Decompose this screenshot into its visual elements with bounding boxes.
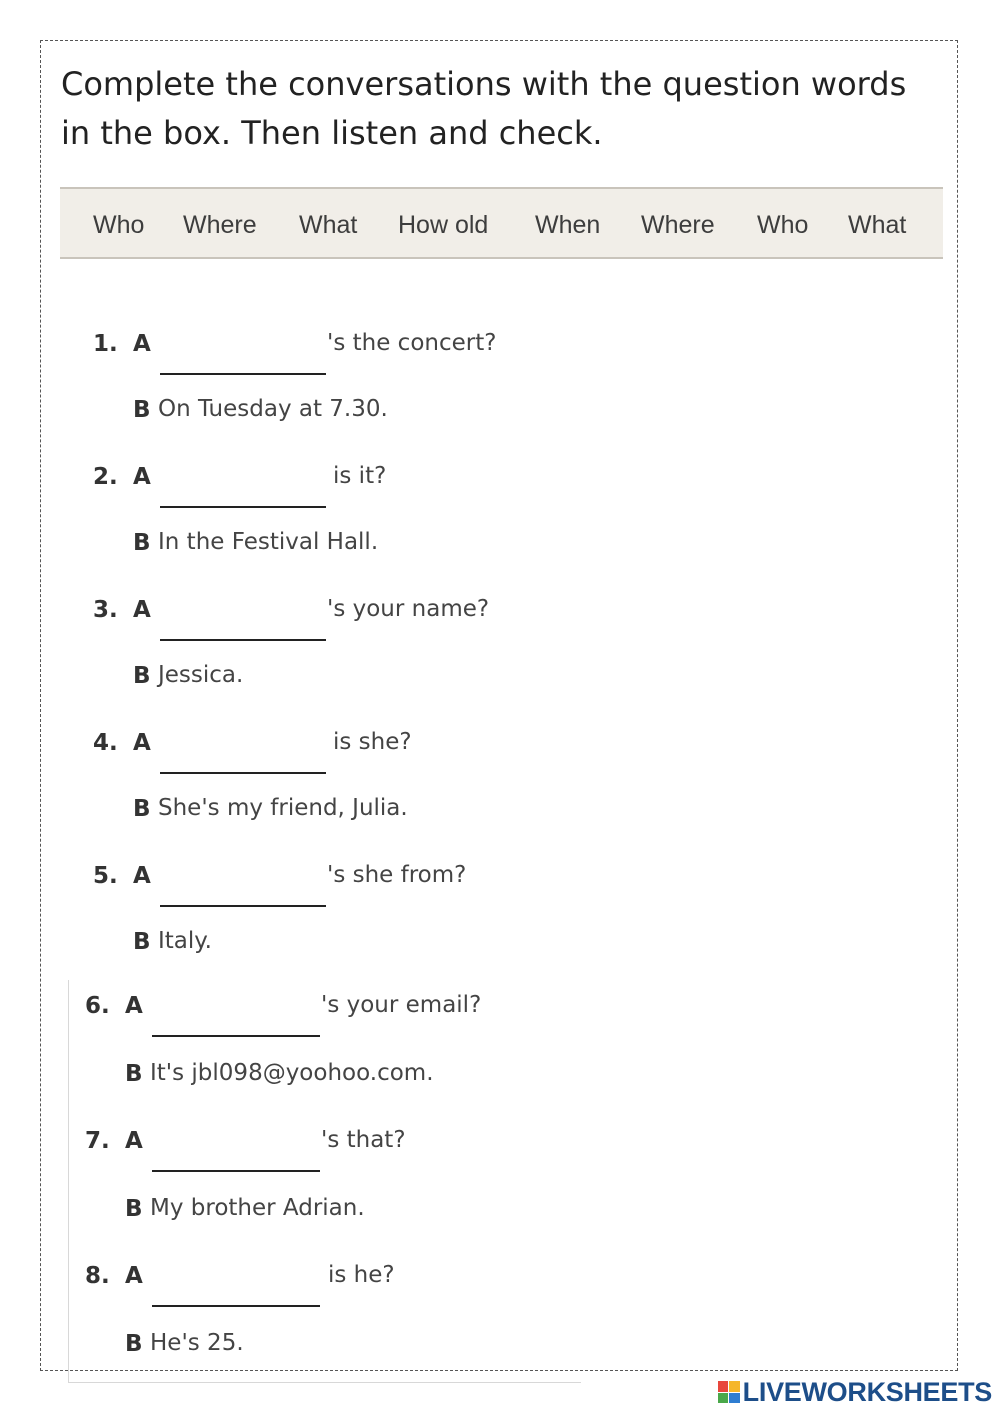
speaker-b-label: B <box>133 796 151 822</box>
word-box-item: What <box>299 211 358 239</box>
question-number: 2. <box>93 464 118 490</box>
liveworksheets-logo-icon <box>718 1381 740 1403</box>
answer-blank-5[interactable] <box>160 879 326 907</box>
question-text: 's your email? <box>321 992 482 1018</box>
question-text: is it? <box>333 463 387 489</box>
answer-text: He's 25. <box>150 1330 244 1356</box>
word-box-item: Who <box>757 211 809 239</box>
answer-text: Italy. <box>158 928 212 954</box>
answer-blank-4[interactable] <box>160 746 326 774</box>
speaker-a-label: A <box>133 730 151 756</box>
speaker-b-label: B <box>125 1196 143 1222</box>
speaker-a-label: A <box>133 464 151 490</box>
answer-text: It's jbl098@yoohoo.com. <box>150 1060 434 1086</box>
answer-blank-1[interactable] <box>160 347 326 375</box>
speaker-b-label: B <box>133 530 151 556</box>
speaker-b-label: B <box>125 1061 143 1087</box>
answer-text: Jessica. <box>158 662 244 688</box>
instructions-text: Complete the conversations with the question words in the box. Then listen and check. <box>61 65 907 152</box>
question-4 <box>0 729 1000 859</box>
speaker-b-label: B <box>125 1331 143 1357</box>
question-8 <box>0 1262 1000 1392</box>
question-number: 6. <box>85 993 110 1019</box>
question-text: 's that? <box>321 1127 406 1153</box>
speaker-a-label: A <box>133 863 151 889</box>
word-box-item: How old <box>398 211 489 239</box>
question-number: 5. <box>93 863 118 889</box>
question-number: 1. <box>93 331 118 357</box>
speaker-b-label: B <box>133 663 151 689</box>
question-text: is she? <box>333 729 412 755</box>
answer-text: She's my friend, Julia. <box>158 795 408 821</box>
word-box-item: What <box>848 211 907 239</box>
speaker-a-label: A <box>133 331 151 357</box>
word-box-item: When <box>535 211 601 239</box>
question-text: 's your name? <box>327 596 490 622</box>
answer-blank-8[interactable] <box>152 1279 320 1307</box>
question-number: 3. <box>93 597 118 623</box>
speaker-a-label: A <box>125 1128 143 1154</box>
question-number: 8. <box>85 1263 110 1289</box>
speaker-a-label: A <box>133 597 151 623</box>
question-number: 7. <box>85 1128 110 1154</box>
question-7 <box>0 1127 1000 1257</box>
question-text: is he? <box>328 1262 395 1288</box>
question-number: 4. <box>93 730 118 756</box>
word-box-item: Who <box>93 211 145 239</box>
liveworksheets-brand[interactable] <box>718 1375 992 1409</box>
answer-text: In the Festival Hall. <box>158 529 379 555</box>
speaker-a-label: A <box>125 1263 143 1289</box>
answer-blank-2[interactable] <box>160 480 326 508</box>
question-text: 's the concert? <box>327 330 497 356</box>
word-box-item: Where <box>183 211 257 239</box>
answer-blank-3[interactable] <box>160 613 326 641</box>
answer-text: On Tuesday at 7.30. <box>158 396 388 422</box>
question-6 <box>0 992 1000 1122</box>
brand-name: LIVEWORKSHEETS <box>742 1376 992 1407</box>
word-box-item: Where <box>641 211 715 239</box>
question-1 <box>0 330 1000 460</box>
question-5 <box>0 862 1000 992</box>
answer-text: My brother Adrian. <box>150 1195 365 1221</box>
question-text: 's she from? <box>327 862 467 888</box>
word-box <box>60 187 943 259</box>
question-3 <box>0 596 1000 726</box>
speaker-b-label: B <box>133 929 151 955</box>
speaker-a-label: A <box>125 993 143 1019</box>
answer-blank-7[interactable] <box>152 1144 320 1172</box>
answer-blank-6[interactable] <box>152 1009 320 1037</box>
speaker-b-label: B <box>133 397 151 423</box>
question-2 <box>0 463 1000 593</box>
